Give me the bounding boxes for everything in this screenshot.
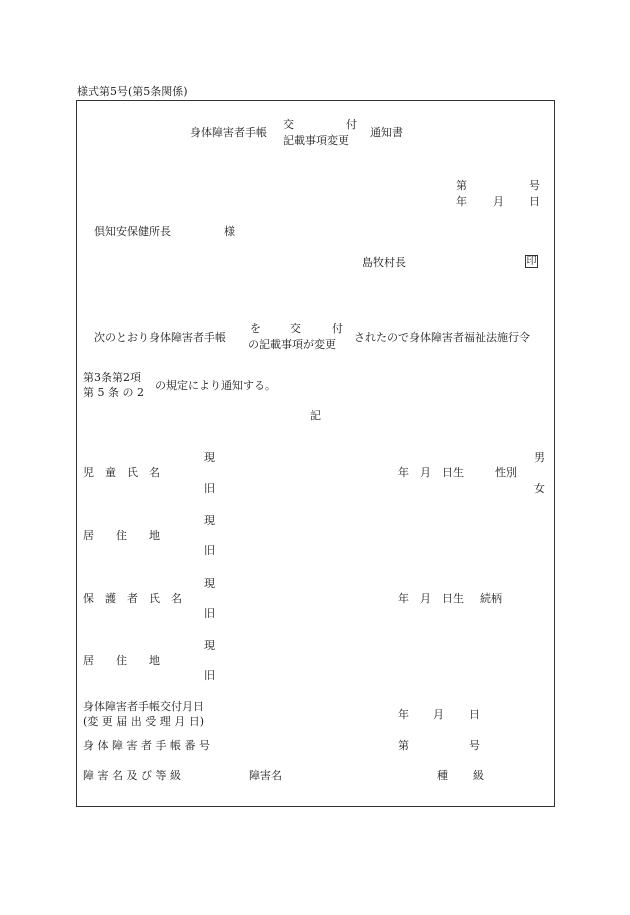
child-current-marker: 現 xyxy=(204,451,215,464)
date-year: 年 xyxy=(456,195,467,208)
disability-label: 障 害 名 及 び 等 級 xyxy=(83,769,181,782)
child-sex-female: 女 xyxy=(534,482,545,495)
issue-date-label-a: 身体障害者手帳交付月日 xyxy=(83,700,204,713)
title-option-issue-a: 交 xyxy=(283,118,294,131)
date-day: 日 xyxy=(529,195,540,208)
form-number: 様式第5号(第5条関係) xyxy=(77,85,188,98)
body-particle: を xyxy=(250,322,261,335)
ki-heading: 記 xyxy=(310,409,321,422)
address2-current-marker: 現 xyxy=(204,639,215,652)
disability-grade: 級 xyxy=(473,769,484,782)
handbook-number-dai: 第 xyxy=(398,739,409,752)
addressee-honorific: 様 xyxy=(224,225,235,238)
child-sex-label: 性別 xyxy=(495,466,517,479)
title-suffix: 通知書 xyxy=(370,126,403,139)
title-prefix: 身体障害者手帳 xyxy=(190,126,267,139)
guardian-current-marker: 現 xyxy=(204,577,215,590)
guardian-old-marker: 旧 xyxy=(204,607,215,620)
seal-stamp: 印 xyxy=(526,256,537,267)
body-option-issue-a: 交 xyxy=(290,322,301,335)
guardian-name-label: 保 護 者 氏 名 xyxy=(83,592,182,605)
child-sex-male: 男 xyxy=(534,451,545,464)
handbook-number-go: 号 xyxy=(469,739,480,752)
issue-date-year: 年 xyxy=(398,708,409,721)
body-lead: 次のとおり身体障害者手帳 xyxy=(94,331,226,344)
guardian-relation: 続柄 xyxy=(480,592,502,605)
address1-current-marker: 現 xyxy=(204,514,215,527)
body-continuation: されたので身体障害者福祉法施行令 xyxy=(354,331,530,344)
issue-date-label-b: (変 更 届 出 受 理 月 日) xyxy=(83,715,205,728)
body-article-a: 第3条第2項 xyxy=(83,371,141,384)
body-option-issue-b: 付 xyxy=(332,322,343,335)
date-month: 月 xyxy=(493,195,504,208)
address1-old-marker: 旧 xyxy=(204,544,215,557)
address1-label: 居 住 地 xyxy=(83,529,160,542)
issue-date-day: 日 xyxy=(469,708,480,721)
title-option-issue-b: 付 xyxy=(346,118,357,131)
address2-old-marker: 旧 xyxy=(204,669,215,682)
sender-name: 島牧村長 xyxy=(362,256,406,269)
issue-date-month: 月 xyxy=(433,708,444,721)
address2-label: 居 住 地 xyxy=(83,654,160,667)
body-closing: の規定により通知する。 xyxy=(155,379,276,392)
disability-type: 種 xyxy=(437,769,448,782)
doc-number-dai: 第 xyxy=(456,179,467,192)
child-old-marker: 旧 xyxy=(204,482,215,495)
body-option-change: の記載事項が変更 xyxy=(248,338,336,351)
child-birth: 年 月 日生 xyxy=(398,466,464,479)
guardian-birth: 年 月 日生 xyxy=(398,592,464,605)
body-article-b: 第 5 条 の 2 xyxy=(83,386,144,399)
child-name-label: 児 童 氏 名 xyxy=(83,466,160,479)
addressee-name: 倶知安保健所長 xyxy=(94,225,171,238)
disability-name-label: 障害名 xyxy=(249,769,282,782)
doc-number-go: 号 xyxy=(529,179,540,192)
handbook-number-label: 身 体 障 害 者 手 帳 番 号 xyxy=(83,739,210,752)
title-option-change: 記載事項変更 xyxy=(283,134,349,147)
